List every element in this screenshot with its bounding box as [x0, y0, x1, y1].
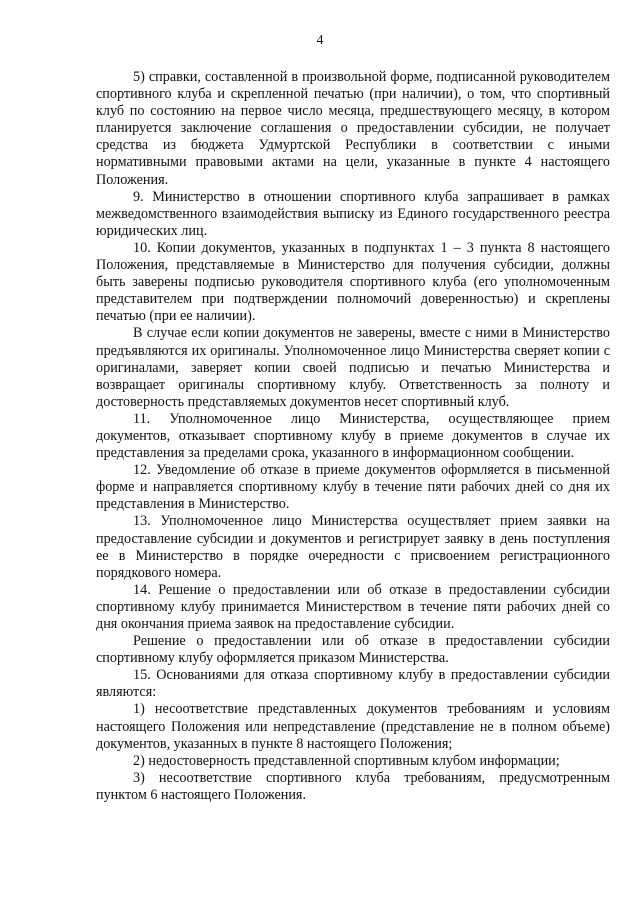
paragraph-clause-15-item-3: 3) несоответствие спортивного клуба требованиям, предусмотренным пунктом 6 настоящего Положения. — [96, 769, 610, 803]
paragraph-clause-13: 13. Уполномоченное лицо Министерства осуществляет прием заявки на предоставление субсидии и документов и регистрирует заявку в день поступления ее в Министерство в порядке очередности с присвоением регистрационного порядкового номера. — [96, 513, 610, 581]
paragraph-clause-12: 12. Уведомление об отказе в приеме документов оформляется в письменной форме и направляется спортивному клубу в течение пяти рабочих дней со дня их представления в Министерство. — [96, 462, 610, 513]
paragraph-clause-14-decision: Решение о предоставлении или об отказе в предоставлении субсидии спортивному клубу оформляется приказом Министерства. — [96, 633, 610, 667]
paragraph-clause-10-copies: В случае если копии документов не заверены, вместе с ними в Министерство предъявляются их оригиналы. Уполномоченное лицо Министерства сверяет копии с оригиналами, заверяет копии своей подписью и печатью Министерства и возвращает оригиналы спортивному клубу. Ответственность за полноту и достоверность представляемых документов несет спортивный клуб. — [96, 325, 610, 410]
paragraph-clause-15: 15. Основаниями для отказа спортивному клубу в предоставлении субсидии являются: — [96, 667, 610, 701]
paragraph-item-5-certificate: 5) справки, составленной в произвольной форме, подписанной руководителем спортивного клуба и скрепленной печатью (при наличии), о том, что спортивный клуб по состоянию на первое число месяца, предшествующего месяцу, в котором планируется заключение соглашения о предоставлении субсидии, не получает средства из бюджета Удмуртской Республики в соответствии с иными нормативными правовыми актами на цели, указанные в пункте 4 настоящего Положения. — [96, 69, 610, 188]
paragraph-clause-11: 11. Уполномоченное лицо Министерства, осуществляющее прием документов, отказывает спортивному клубу в приеме документов в случае их представления за пределами срока, указанного в информационном сообщении. — [96, 410, 610, 462]
page-number: 4 — [316, 33, 324, 48]
paragraph-clause-14: 14. Решение о предоставлении или об отказе в предоставлении субсидии спортивному клубу принимается Министерством в течение пяти рабочих дней со дня окончания приема заявок на предоставление субсидии. — [96, 581, 610, 632]
paragraph-clause-10: 10. Копии документов, указанных в подпунктах 1 – 3 пункта 8 настоящего Положения, представляемые в Министерство для получения субсидии, должны быть заверены подписью руководителя спортивного клуба (его уполномоченным представителем при подтверждении полномочий доверенностью) и скреплены печатью (при ее наличии). — [96, 239, 610, 325]
paragraph-clause-9: 9. Министерство в отношении спортивного клуба запрашивает в рамках межведомственного взаимодействия выписку из Единого государственного реестра юридических лиц. — [96, 188, 610, 239]
document-body — [96, 69, 610, 804]
paragraph-clause-15-item-1: 1) несоответствие представленных документов требованиям и условиям настоящего Положения или непредставление (представление не в полном объеме) документов, указанных в пункте 8 настоящего Положения; — [96, 701, 610, 752]
paragraph-clause-15-item-2: 2) недостоверность представленной спортивным клубом информации; — [133, 752, 560, 769]
